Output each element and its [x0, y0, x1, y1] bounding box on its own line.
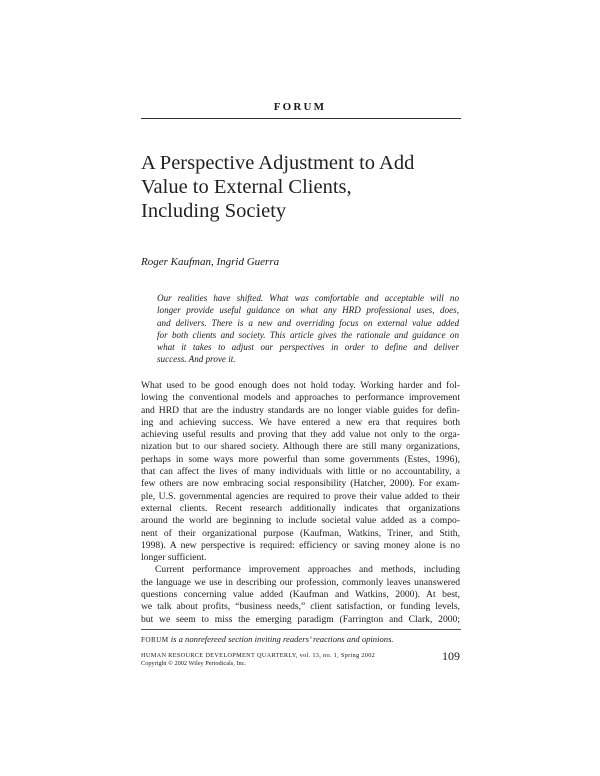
body-line: we talk about profits, “business needs,” client satisfaction, or funding levels, [141, 601, 460, 613]
body-line: but we seem to miss the emerging paradigm (Farrington and Clark, 2000; [141, 613, 460, 625]
body-line: questions concerning value added (Kaufman and Watkins, 2000). At best, [141, 589, 460, 601]
journal-citation: HUMAN RESOURCE DEVELOPMENT QUARTERLY, vol. 13, no. 1, Spring 2002 [141, 652, 376, 659]
body-line: external clients. Recent research additionally indicates that organizations [141, 502, 460, 514]
body-line: achieving useful results and proving that they add value not only to the orga- [141, 429, 460, 441]
heading-rule [141, 118, 461, 119]
forum-note [141, 634, 394, 644]
body-line: nization but to our shared society. Although there are still many organizations, [141, 441, 460, 453]
section-heading: FORUM [273, 101, 327, 113]
forum-note-text: is a nonrefereed section inviting readers’ reactions and opinions. [168, 634, 394, 644]
title-line: A Perspective Adjustment to Add [141, 152, 415, 174]
article-body [141, 380, 460, 626]
abstract-line: Our realities have shifted. What was comfortable and acceptable will no [157, 293, 459, 303]
copyright: Copyright © 2002 Wiley Periodicals, Inc. [141, 660, 246, 667]
body-line: the language we use in describing our profession, commonly leaves unanswered [141, 576, 460, 588]
abstract-line: for both clients and society. This article gives the rationale and guidance on [157, 329, 459, 340]
body-line: 1998). A new perspective is required: efficiency or saving money alone is no [141, 539, 460, 551]
abstract-line: what it takes to adjust our perspectives in order to define and deliver [157, 342, 459, 353]
forum-label: FORUM [141, 636, 169, 644]
abstract-line: and delivers. There is a new and overriding focus on external value added [157, 317, 459, 328]
authors: Roger Kaufman, Ingrid Guerra [141, 256, 280, 268]
abstract [157, 292, 459, 366]
abstract-line: success. And prove it. [157, 354, 236, 365]
abstract-line: longer provide useful guidance on what any HRD professional uses, does, [157, 305, 459, 316]
page-number: 109 [442, 649, 460, 663]
title-line: Including Society [141, 200, 287, 222]
body-line: What used to be good enough does not hold today. Working harder and fol- [141, 380, 460, 391]
body-line: longer sufficient. [141, 552, 207, 564]
body-line: ing and achieving success. We have entered a new era that requires both [141, 416, 460, 428]
body-line: nent of their organizational purpose (Kaufman, Watkins, Triner, and Stith, [141, 527, 460, 539]
title-line: Value to External Clients, [141, 176, 352, 198]
body-line: ple, U.S. governmental agencies are required to prove their value added to their [141, 490, 460, 502]
body-line: perhaps in some ways more powerful than some governments (Estes, 1996), [141, 453, 460, 465]
body-line: Current performance improvement approaches and methods, including [155, 564, 460, 576]
body-line: few others are now embracing social responsibility (Hatcher, 2000). For exam- [141, 478, 460, 490]
body-line: around the world are beginning to include societal value added as a compo- [141, 515, 460, 527]
body-line: and HRD that are the industry standards are no longer viable guides for defin- [141, 404, 460, 416]
footnote-rule [141, 629, 461, 630]
body-line: lowing the conventional models and approaches to performance improvement [141, 392, 460, 404]
body-line: that can affect the lives of many individuals with little or no accountability, a [141, 466, 460, 478]
article-title [141, 151, 461, 223]
